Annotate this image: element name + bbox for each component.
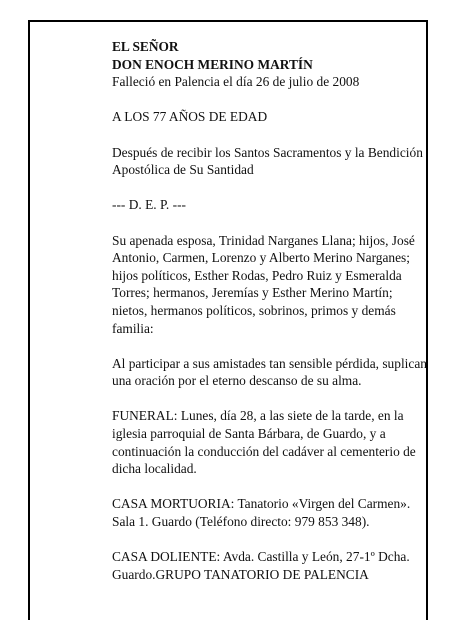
mourning-house-paragraph: CASA DOLIENTE: Avda. Castilla y León, 27-1º Dcha. Guardo.GRUPO TANATORIO DE PALENCIA <box>112 549 410 582</box>
funeral-paragraph: FUNERAL: Lunes, día 28, a las siete de la tarde, en la iglesia parroquial de Santa Bárbara, de Guardo, y a continuación la conducción del cadáver al cementerio de dicha localidad. <box>112 408 416 477</box>
obituary-notice <box>112 38 428 583</box>
sacraments-paragraph: Después de recibir los Santos Sacramentos y la Bendición Apostólica de Su Santidad <box>112 144 423 178</box>
death-date-line: Falleció en Palencia el día 26 de julio de 2008 <box>112 74 360 90</box>
family-paragraph: Su apenada esposa, Trinidad Narganes Llana; hijos, José Antonio, Carmen, Lorenzo y Alberto Merino Narganes; hijos políticos, Esther Rodas, Pedro Ruiz y Esmeralda Torres; hermanos, Jeremías y Esther Merino Martín; nietos, hermanos políticos, sobrinos, primos y demás familia: <box>112 232 415 336</box>
age-line: A LOS 77 AÑOS DE EDAD <box>112 109 268 125</box>
deceased-name: DON ENOCH MERINO MARTÍN <box>112 56 313 72</box>
request-paragraph: Al participar a sus amistades tan sensible pérdida, suplican una oración por el eterno descanso de su alma. <box>112 355 427 389</box>
deceased-title: EL SEÑOR <box>112 39 179 54</box>
rip-line: --- D. E. P. --- <box>112 197 187 213</box>
mortuary-paragraph: CASA MORTUORIA: Tanatorio «Virgen del Carmen». Sala 1. Guardo (Teléfono directo: 979 853 348). <box>112 496 411 530</box>
